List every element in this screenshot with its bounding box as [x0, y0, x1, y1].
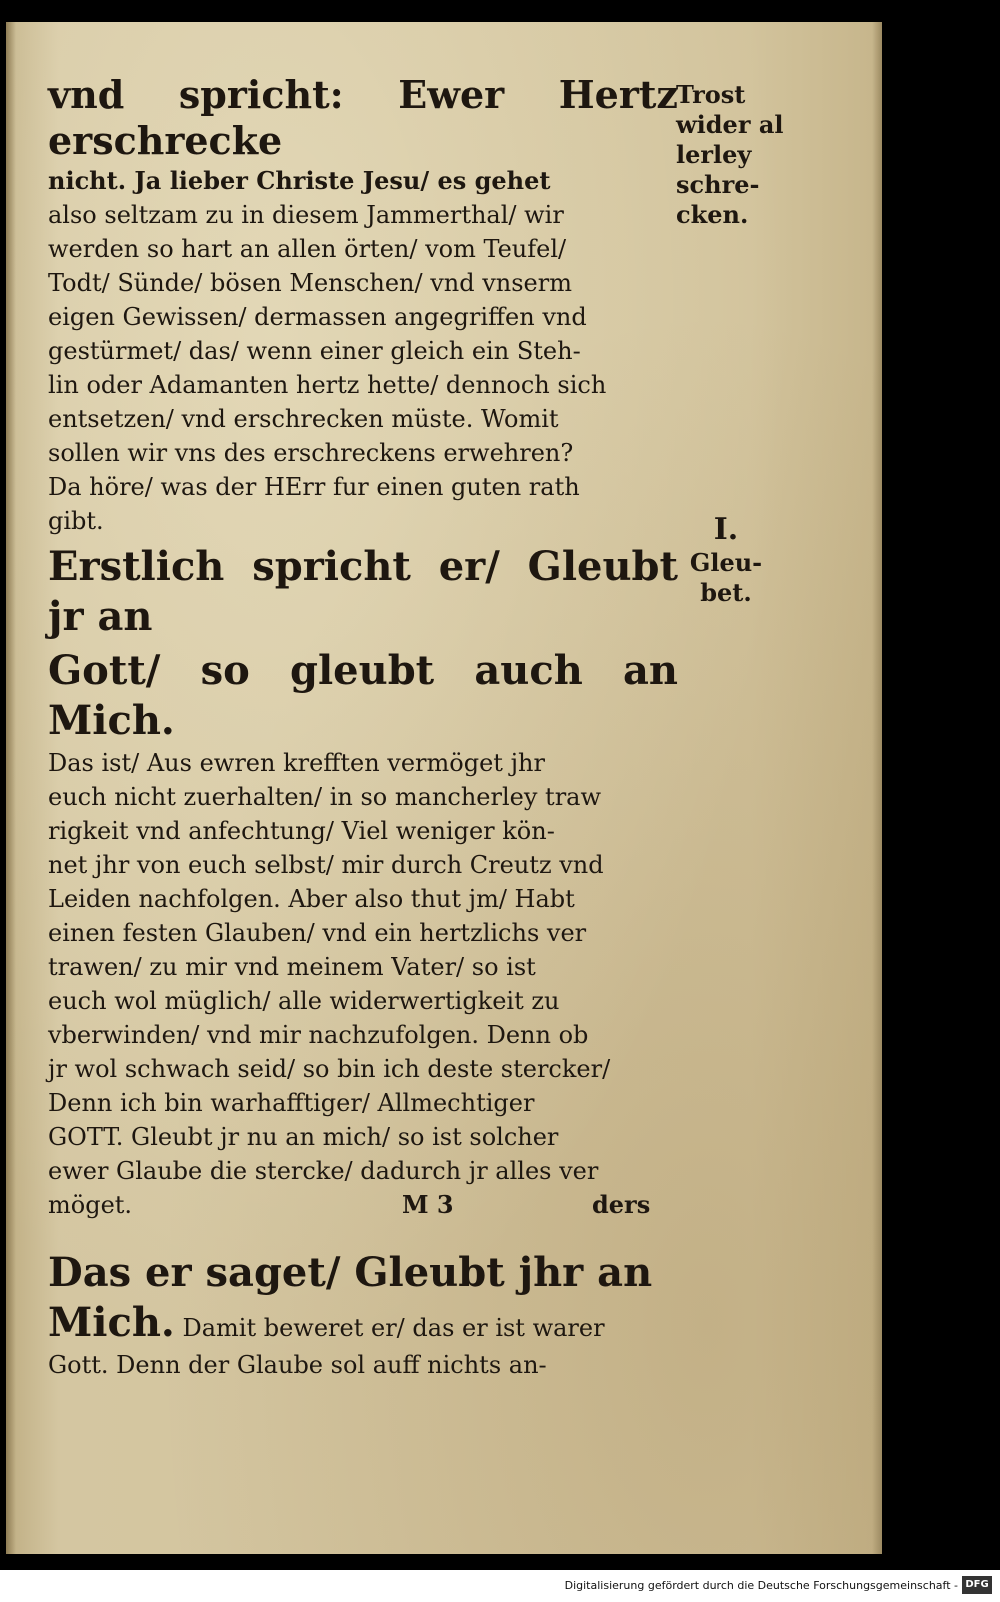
text-line: also seltzam zu in diesem Jammerthal/ wir: [48, 201, 564, 229]
text-line: trawen/ zu mir vnd meinem Vater/ so ist: [48, 953, 536, 981]
text-line: möget.: [48, 1191, 133, 1219]
page-gutter-shadow: [6, 22, 16, 1554]
main-text-block: [48, 72, 678, 1382]
text-line: euch wol müglich/ alle widerwertigkeit zu: [48, 987, 560, 1015]
text-line: vberwinden/ vnd mir nachzufolgen. Denn ob: [48, 1021, 589, 1049]
marginal-line: cken.: [676, 200, 749, 229]
signature-mark: M 3: [402, 1190, 454, 1219]
dfg-logo-icon: DFG: [962, 1576, 992, 1594]
text-line: net jhr von euch selbst/ mir durch Creutz vnd: [48, 851, 604, 879]
marginal-number: I.: [713, 512, 739, 547]
text-line: Gott. Denn der Glaube sol auff nichts an-: [48, 1351, 547, 1379]
text-line: werden so hart an allen örten/ vom Teufel/: [48, 235, 567, 263]
marginal-line: Gleu-: [689, 548, 763, 577]
marginal-note-gleubet: [676, 512, 776, 608]
text-line: euch nicht zuerhalten/ in so mancherley traw: [48, 783, 602, 811]
text-line: GOTT. Gleubt jr nu an mich/ so ist solcher: [48, 1123, 559, 1151]
text-line: vnd spricht: Ewer Hertz erschrecke: [48, 72, 678, 163]
catchword: ders: [592, 1190, 651, 1219]
section-heading-line: Erstlich spricht er/ Gleubt jr an: [48, 543, 678, 640]
marginal-line: lerley: [676, 140, 752, 169]
text-line: gibt.: [48, 507, 104, 535]
text-line: nicht. Ja lieber Christe Jesu/ es gehet: [48, 166, 551, 195]
text-line: Mich. Damit beweret er/ das er ist warer: [48, 1299, 605, 1346]
text-line: eigen Gewissen/ dermassen angegriffen vnd: [48, 303, 587, 331]
text-line: gestürmet/ das/ wenn einer gleich ein Steh-: [48, 337, 581, 365]
marginal-line: Trost: [676, 80, 746, 109]
marginal-line: schre-: [676, 170, 760, 199]
text-line: Da höre/ was der HErr fur einen guten rath: [48, 473, 580, 501]
text-line: lin oder Adamanten hertz hette/ dennoch sich: [48, 371, 607, 399]
text-line: entsetzen/ vnd erschrecken müste. Womit: [48, 405, 559, 433]
text-line: einen festen Glauben/ vnd ein hertzlichs ver: [48, 919, 587, 947]
text-line: ewer Glaube die stercke/ dadurch jr alles ver: [48, 1157, 599, 1185]
marginal-line: bet.: [700, 578, 752, 607]
text-line: jr wol schwach seid/ so bin ich deste stercker/: [48, 1055, 611, 1083]
funding-notice: Digitalisierung gefördert durch die Deutsche Forschungsgemeinschaft -: [564, 1579, 958, 1592]
text-line: Leiden nachfolgen. Aber also thut jm/ Habt: [48, 885, 575, 913]
page-edge-shadow: [872, 22, 882, 1554]
text-line: sollen wir vns des erschreckens erwehren?: [48, 439, 574, 467]
text-line: Todt/ Sünde/ bösen Menschen/ vnd vnserm: [48, 269, 572, 297]
marginal-note-trost: [676, 80, 796, 230]
funding-footer: [0, 1570, 1000, 1602]
text-line: rigkeit vnd anfechtung/ Viel weniger kön-: [48, 817, 555, 845]
text-line: Das ist/ Aus ewren krefften vermöget jhr: [48, 749, 545, 777]
text-line: Denn ich bin warhafftiger/ Allmechtiger: [48, 1089, 535, 1117]
section-heading-line: Das er saget/ Gleubt jhr an: [48, 1249, 653, 1296]
section-heading-line: Gott/ so gleubt auch an Mich.: [48, 647, 678, 744]
marginal-line: wider al: [676, 110, 784, 139]
